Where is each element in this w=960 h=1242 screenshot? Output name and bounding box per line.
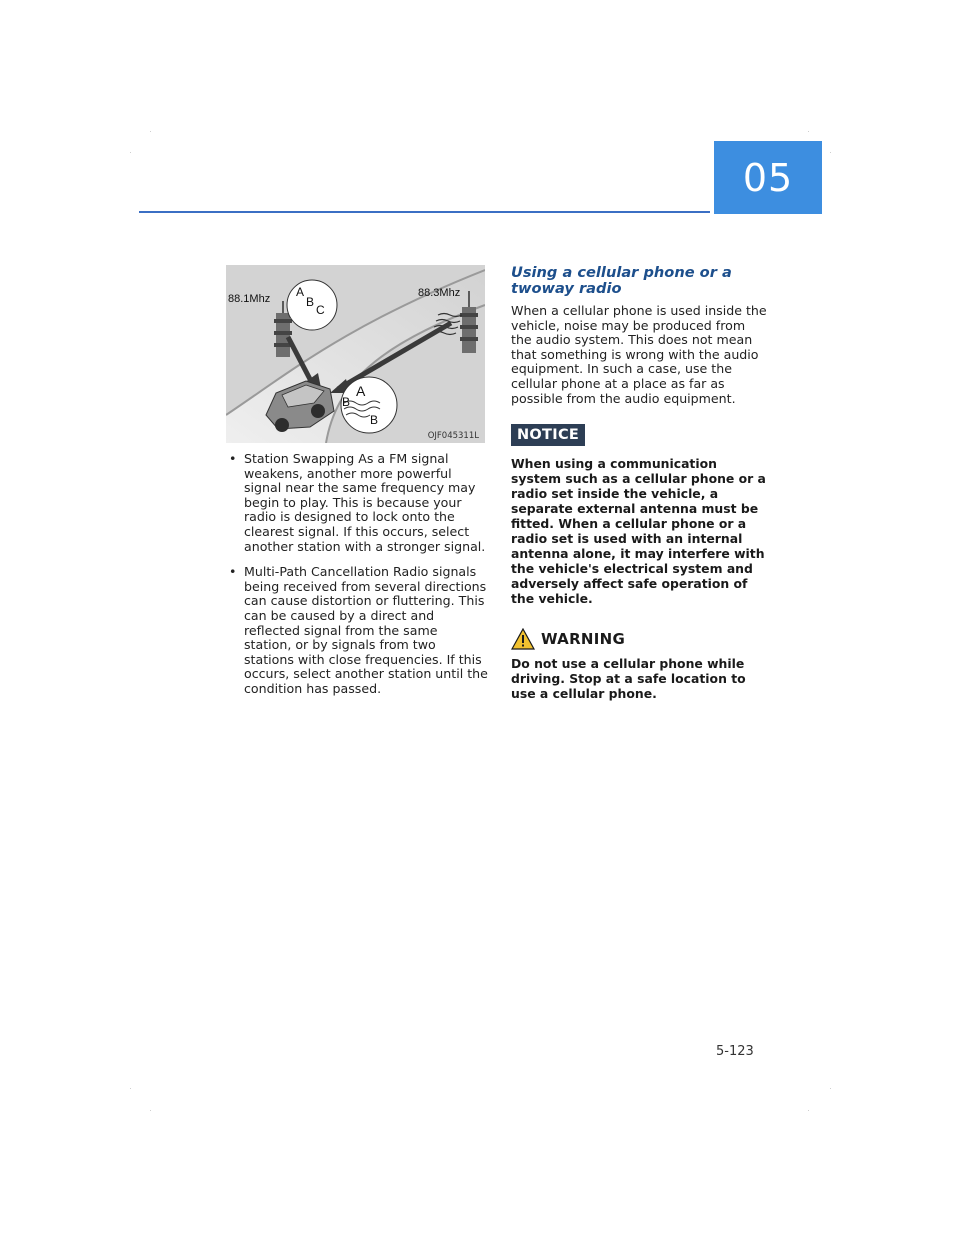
list-item xyxy=(226,452,488,554)
list-item-text: Station Swapping As a FM signal weakens, another more powerful signal near the same frequency may begin to play. This is because your radio is designed to lock onto the clearest signal. If this occurs, select another station with a stronger signal. xyxy=(244,451,486,554)
header-rule xyxy=(139,211,710,213)
left-column xyxy=(226,452,488,708)
crop-mark xyxy=(808,1110,809,1111)
warning-label: WARNING xyxy=(541,630,626,649)
crop-mark xyxy=(830,1088,831,1089)
crop-mark xyxy=(130,1088,131,1089)
frequency-label-left: 88.1Mhz xyxy=(228,293,271,305)
bubble-letter: C xyxy=(316,303,325,317)
crop-mark xyxy=(830,152,831,153)
notice-badge: NOTICE xyxy=(511,424,585,446)
bubble-letter: A xyxy=(296,285,305,299)
crop-mark xyxy=(150,1110,151,1111)
crop-mark xyxy=(808,131,809,132)
bubble-letter: B xyxy=(342,395,351,409)
bullet-list xyxy=(226,452,488,697)
section-title: Using a cellular phone or a twoway radio xyxy=(511,264,732,297)
radio-reception-figure xyxy=(226,265,485,443)
list-item xyxy=(226,565,488,696)
section-body: When a cellular phone is used inside the vehicle, noise may be produced from the audio system. This does not mean that something is wrong with the audio equipment. In such a case, use the cellular phone at a place as far as possible from the audio equipment. xyxy=(511,303,767,406)
crop-mark xyxy=(130,152,131,153)
notice-text: When using a communication system such as a cellular phone or a radio set inside the vehicle, a separate external antenna must be fitted. When a cellular phone or a radio set is used with an internal antenna alone, it may interfere with the vehicle's electrical system and adversely affect safe operation of the vehicle. xyxy=(511,456,766,607)
frequency-label-right: 88.3Mhz xyxy=(418,287,461,299)
figure-code: OJF045311L xyxy=(427,431,479,441)
chapter-tab xyxy=(714,141,822,214)
bubble-letter: A xyxy=(356,383,366,399)
list-item-text: Multi-Path Cancellation Radio signals being received from several directions can cause distortion or fluttering. This can be caused by a direct and reflected signal from the same station, or by signals from two stations with close frequencies. If this occurs, select another station until the condition has passed. xyxy=(244,564,488,696)
bubble-letter: B xyxy=(370,413,379,427)
page-number: 5-123 xyxy=(716,1044,754,1059)
bullet-icon: • xyxy=(229,564,237,580)
right-column xyxy=(511,265,767,701)
warning-heading xyxy=(511,628,767,650)
bubble-letter: B xyxy=(306,295,315,309)
chapter-number: 05 xyxy=(742,155,794,200)
bullet-icon: • xyxy=(229,451,237,466)
warning-triangle-icon xyxy=(511,628,535,650)
warning-text: Do not use a cellular phone while driving. Stop at a safe location to use a cellular phone. xyxy=(511,656,746,702)
crop-mark xyxy=(150,131,151,132)
